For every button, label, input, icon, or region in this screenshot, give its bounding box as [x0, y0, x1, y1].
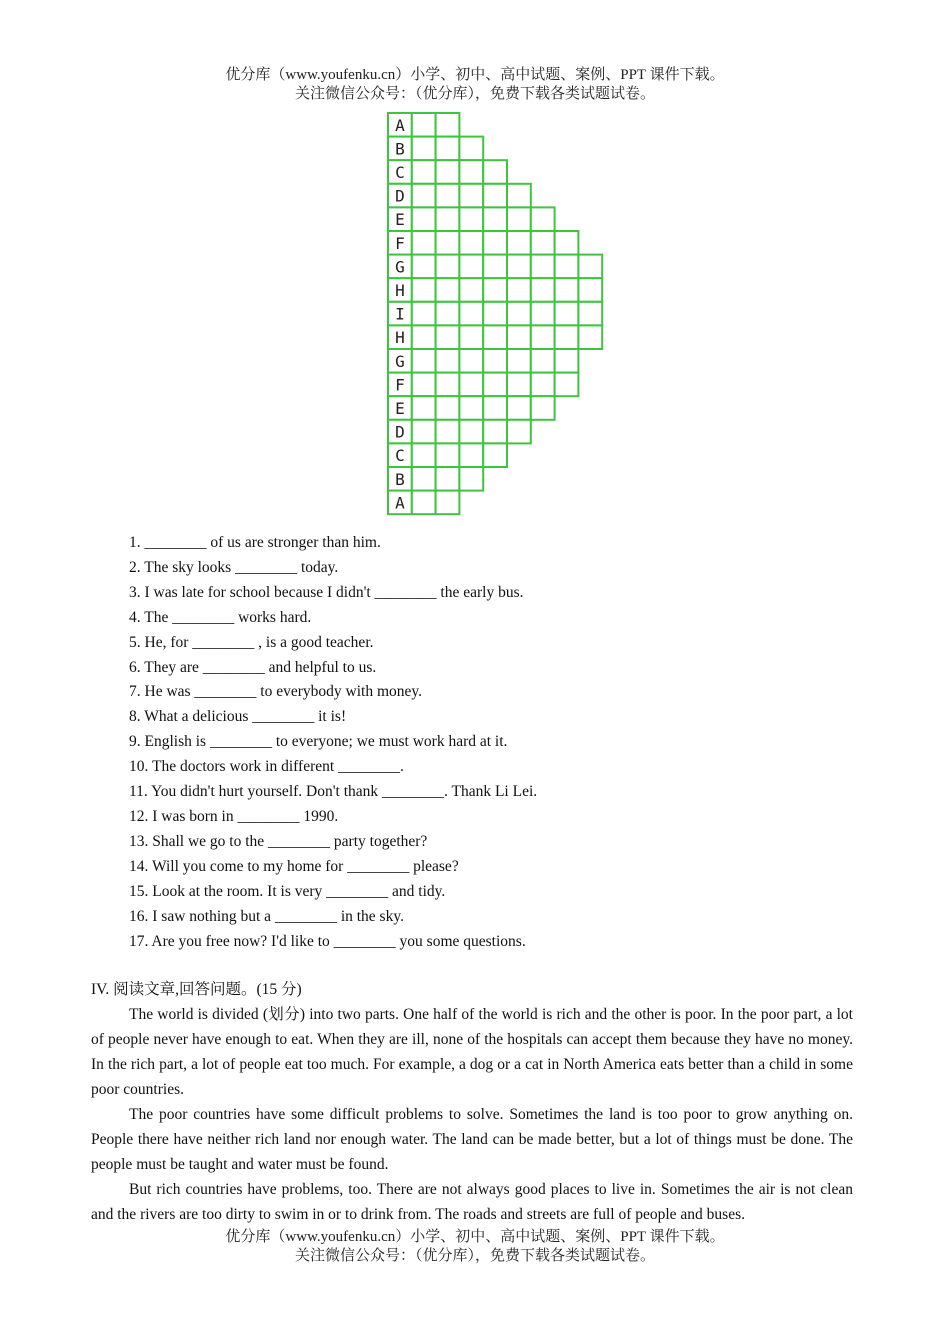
question-item: 1. ________ of us are stronger than him. — [129, 534, 381, 551]
question-item: 5. He, for ________ , is a good teacher. — [129, 633, 374, 651]
puzzle-blank-cell — [531, 278, 555, 302]
puzzle-blank-cell — [531, 231, 555, 255]
puzzle-blank-cell — [459, 302, 483, 326]
puzzle-blank-cell — [412, 373, 436, 397]
puzzle-row — [388, 255, 602, 279]
question-item: 6. They are ________ and helpful to us. — [129, 658, 377, 676]
question-item: 17. Are you free now? I'd like to ________ you some questions. — [129, 932, 526, 950]
question-item: 13. Shall we go to the ________ party together? — [129, 832, 428, 850]
puzzle-blank-cell — [436, 207, 460, 231]
puzzle-blank-cell — [507, 420, 531, 444]
puzzle-blank-cell — [412, 325, 436, 349]
puzzle-row-letter: H — [395, 328, 405, 348]
puzzle-row-letter: B — [395, 139, 405, 159]
question-item: 3. I was late for school because I didn't ________ the early bus. — [129, 583, 524, 601]
question-item: 2. The sky looks ________ today. — [129, 558, 339, 576]
puzzle-blank-cell — [459, 184, 483, 208]
puzzle-blank-cell — [531, 325, 555, 349]
question-item: 4. The ________ works hard. — [129, 608, 312, 626]
puzzle-blank-cell — [459, 137, 483, 161]
puzzle-blank-cell — [412, 443, 436, 467]
puzzle-blank-cell — [483, 349, 507, 373]
puzzle-blank-cell — [412, 231, 436, 255]
puzzle-blank-cell — [578, 255, 602, 279]
puzzle-blank-cell — [412, 302, 436, 326]
question-item: 9. English is ________ to everyone; we must work hard at it. — [129, 733, 508, 751]
puzzle-blank-cell — [507, 396, 531, 420]
puzzle-blank-cell — [436, 349, 460, 373]
puzzle-row — [388, 396, 555, 420]
puzzle-blank-cell — [578, 325, 602, 349]
puzzle-row — [388, 207, 555, 231]
puzzle-row — [388, 443, 507, 467]
puzzle-blank-cell — [483, 443, 507, 467]
page-footer — [0, 1228, 950, 1266]
puzzle-row — [388, 349, 578, 373]
puzzle-blank-cell — [412, 255, 436, 279]
puzzle-blank-cell — [507, 325, 531, 349]
puzzle-blank-cell — [578, 302, 602, 326]
puzzle-blank-cell — [436, 491, 460, 515]
puzzle-row — [388, 278, 602, 302]
puzzle-blank-cell — [436, 184, 460, 208]
puzzle-row-letter: C — [395, 163, 405, 182]
passage-paragraph: But rich countries have problems, too. There are not always good places to live in. Sometimes the air is not clean and the rivers are too dirty to swim in or to drink from. The roads and streets are full of people and buses. — [91, 1181, 853, 1223]
puzzle-blank-cell — [459, 349, 483, 373]
puzzle-blank-cell — [531, 302, 555, 326]
puzzle-blank-cell — [436, 325, 460, 349]
puzzle-blank-cell — [436, 443, 460, 467]
question-list — [129, 531, 537, 954]
puzzle-blank-cell — [436, 373, 460, 397]
puzzle-blank-cell — [436, 396, 460, 420]
puzzle-row-letter: G — [395, 351, 405, 371]
passage-paragraph: The poor countries have some difficult problems to solve. Sometimes the land is too poor to grow anything on. People there have neither rich land nor enough water. The land can be made better, but a lot of things must be done. The people must be taught and water must be found. — [91, 1106, 853, 1173]
puzzle-blank-cell — [555, 231, 579, 255]
puzzle-blank-cell — [459, 373, 483, 397]
puzzle-blank-cell — [412, 420, 436, 444]
puzzle-blank-cell — [483, 184, 507, 208]
puzzle-blank-cell — [412, 349, 436, 373]
puzzle-row — [388, 420, 531, 444]
puzzle-blank-cell — [436, 160, 460, 184]
question-item: 10. The doctors work in different ________. — [129, 758, 404, 776]
puzzle-blank-cell — [507, 184, 531, 208]
crossword-puzzle-grid — [386, 111, 606, 521]
puzzle-blank-cell — [483, 302, 507, 326]
puzzle-row — [388, 325, 602, 349]
puzzle-blank-cell — [507, 349, 531, 373]
puzzle-row-letter: E — [395, 210, 405, 230]
puzzle-row-letter: A — [395, 493, 405, 513]
puzzle-blank-cell — [531, 396, 555, 420]
puzzle-row — [388, 467, 483, 491]
puzzle-blank-cell — [459, 443, 483, 467]
puzzle-row — [388, 137, 483, 161]
puzzle-blank-cell — [412, 278, 436, 302]
puzzle-blank-cell — [483, 255, 507, 279]
puzzle-blank-cell — [412, 184, 436, 208]
puzzle-row-letter: F — [395, 233, 405, 253]
puzzle-blank-cell — [483, 160, 507, 184]
puzzle-blank-cell — [531, 373, 555, 397]
puzzle-blank-cell — [436, 302, 460, 326]
puzzle-blank-cell — [412, 396, 436, 420]
puzzle-blank-cell — [412, 467, 436, 491]
puzzle-blank-cell — [459, 278, 483, 302]
puzzle-blank-cell — [555, 278, 579, 302]
puzzle-blank-cell — [436, 420, 460, 444]
puzzle-blank-cell — [507, 373, 531, 397]
puzzle-blank-cell — [436, 255, 460, 279]
puzzle-row — [388, 231, 578, 255]
puzzle-row-letter: F — [395, 375, 405, 395]
puzzle-blank-cell — [555, 373, 579, 397]
question-item: 8. What a delicious ________ it is! — [129, 708, 347, 726]
puzzle-blank-cell — [412, 160, 436, 184]
section-title: IV. 阅读文章,回答问题。(15 分) — [91, 981, 302, 998]
puzzle-blank-cell — [483, 231, 507, 255]
question-item: 14. Will you come to my home for ________ please? — [129, 857, 459, 875]
puzzle-blank-cell — [412, 207, 436, 231]
page-header — [0, 66, 950, 104]
question-item: 16. I saw nothing but a ________ in the sky. — [129, 907, 404, 925]
puzzle-blank-cell — [507, 207, 531, 231]
puzzle-row-letter: E — [395, 399, 405, 418]
puzzle-blank-cell — [459, 420, 483, 444]
reading-passage — [91, 1002, 853, 1227]
puzzle-blank-cell — [555, 349, 579, 373]
footer-line-1: 优分库（www.youfenku.cn）小学、初中、高中试题、案例、PPT 课件下载。 — [225, 1229, 725, 1245]
puzzle-blank-cell — [412, 491, 436, 515]
puzzle-blank-cell — [507, 255, 531, 279]
question-item: 12. I was born in ________ 1990. — [129, 807, 339, 825]
question-item: 7. He was ________ to everybody with money. — [129, 683, 423, 701]
puzzle-blank-cell — [531, 349, 555, 373]
puzzle-blank-cell — [507, 231, 531, 255]
puzzle-blank-cell — [507, 302, 531, 326]
puzzle-blank-cell — [436, 467, 460, 491]
puzzle-blank-cell — [412, 113, 436, 137]
puzzle-blank-cell — [531, 255, 555, 279]
puzzle-row — [388, 184, 531, 208]
puzzle-row-letter: C — [395, 446, 405, 466]
puzzle-blank-cell — [483, 325, 507, 349]
puzzle-row — [388, 491, 459, 515]
puzzle-blank-cell — [531, 207, 555, 231]
puzzle-row — [388, 302, 602, 326]
puzzle-row-letter: D — [395, 422, 405, 442]
puzzle-blank-cell — [555, 325, 579, 349]
puzzle-row-letter: I — [395, 304, 405, 324]
header-line-1: 优分库（www.youfenku.cn）小学、初中、高中试题、案例、PPT 课件下载。 — [225, 67, 725, 83]
puzzle-blank-cell — [483, 420, 507, 444]
puzzle-blank-cell — [436, 113, 460, 137]
puzzle-blank-cell — [483, 396, 507, 420]
puzzle-blank-cell — [436, 231, 460, 255]
puzzle-blank-cell — [459, 467, 483, 491]
puzzle-blank-cell — [459, 160, 483, 184]
puzzle-blank-cell — [555, 255, 579, 279]
puzzle-blank-cell — [459, 325, 483, 349]
passage-paragraph: The world is divided (划分) into two parts. One half of the world is rich and the other is poor. In the poor part, a lot of people never have enough to eat. When they are ill, none of the hospitals can accept them because they have no money. In the rich part, a lot of people eat too much. For example, a dog or a cat in North America eats better than a child in some poor countries. — [91, 1006, 853, 1098]
puzzle-row — [388, 373, 578, 397]
puzzle-blank-cell — [436, 278, 460, 302]
puzzle-row-letter: H — [395, 281, 405, 300]
puzzle-blank-cell — [483, 373, 507, 397]
puzzle-blank-cell — [412, 137, 436, 161]
question-item: 15. Look at the room. It is very ________ and tidy. — [129, 882, 446, 900]
puzzle-blank-cell — [555, 302, 579, 326]
puzzle-blank-cell — [459, 231, 483, 255]
puzzle-blank-cell — [459, 207, 483, 231]
puzzle-blank-cell — [483, 207, 507, 231]
puzzle-row-letter: B — [395, 469, 405, 489]
question-item: 11. You didn't hurt yourself. Don't thank ________. Thank Li Lei. — [129, 783, 538, 801]
header-line-2: 关注微信公众号：（优分库），免费下载各类试题试卷。 — [294, 86, 655, 102]
puzzle-blank-cell — [578, 278, 602, 302]
footer-line-2: 关注微信公众号：（优分库），免费下载各类试题试卷。 — [294, 1248, 655, 1264]
puzzle-blank-cell — [436, 137, 460, 161]
puzzle-row-letter: D — [395, 186, 405, 206]
puzzle-blank-cell — [459, 255, 483, 279]
puzzle-blank-cell — [459, 396, 483, 420]
puzzle-row — [388, 113, 459, 137]
puzzle-blank-cell — [507, 278, 531, 302]
puzzle-row-letter: A — [395, 115, 405, 135]
puzzle-row-letter: G — [395, 257, 405, 277]
puzzle-blank-cell — [483, 278, 507, 302]
puzzle-row — [388, 160, 507, 184]
